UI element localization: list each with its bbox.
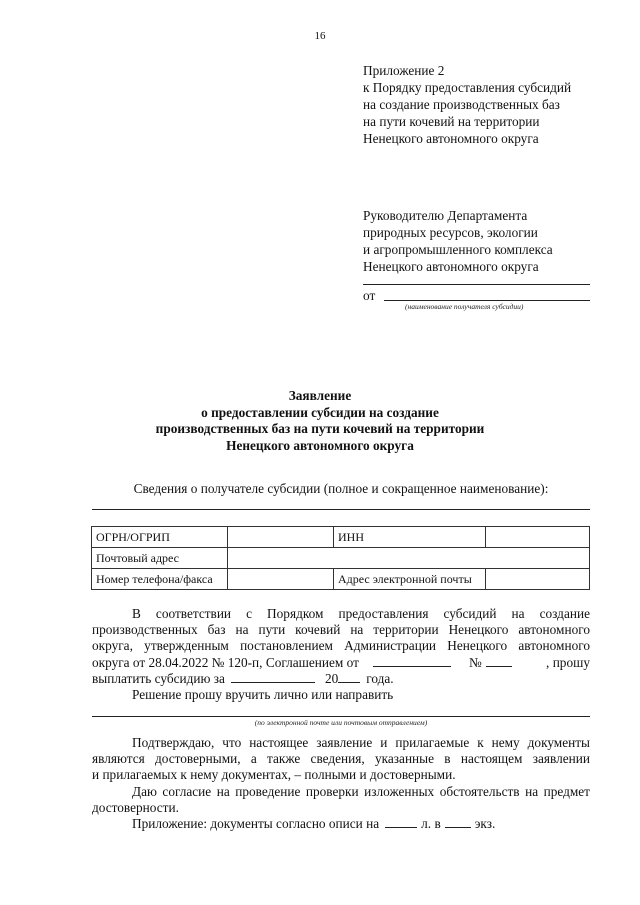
address-label: Почтовый адрес: [92, 548, 228, 569]
text-line: года.: [366, 670, 394, 686]
email-value[interactable]: [486, 569, 590, 590]
copies-count-field[interactable]: [445, 816, 471, 828]
text-line: Даю согласие на проведение проверки изложенных обстоятельств на предмет: [132, 783, 590, 799]
text-line: Подтверждаю, что настоящее заявление и прилагаемые к нему документы: [132, 735, 590, 750]
page-number: 16: [314, 30, 326, 42]
text-line: округа, утвержденным постановлением Администрации Ненецкого автономного: [92, 638, 590, 654]
text-line: являются достоверными, а также сведения, указанные в настоящем заявлении: [92, 751, 590, 767]
sheets-label: л. в: [421, 816, 441, 832]
copies-label: экз.: [474, 816, 496, 832]
recipient-caption: (наименование получателя субсидии): [405, 302, 524, 311]
phone-value[interactable]: [228, 569, 334, 590]
email-label: Адрес электронной почты: [334, 569, 486, 590]
appendix-line: к Порядку предоставления субсидий: [363, 80, 572, 95]
agreement-date-field[interactable]: [373, 655, 451, 667]
phone-label: Номер телефона/факса: [92, 569, 228, 590]
text-line: , прошу: [546, 654, 590, 670]
paragraph-confirmation: [92, 735, 590, 832]
inn-label: ИНН: [334, 527, 486, 548]
appendix-line: Ненецкого автономного округа: [363, 131, 539, 146]
addressee-block: [363, 207, 553, 275]
text-line: выплатить субсидию за: [92, 670, 225, 686]
number-sign: №: [468, 654, 482, 670]
text-line: и прилагаемых к нему документах, – полными и достоверными.: [92, 767, 456, 783]
addressee-line: Руководителю Департамента: [363, 208, 528, 223]
text-line: производственных баз на пути кочевий на территории Ненецкого автономного: [92, 622, 590, 638]
inn-value[interactable]: [486, 527, 590, 548]
recipient-name-line[interactable]: [92, 509, 590, 510]
addressee-line: природных ресурсов, экологии: [363, 225, 538, 240]
addressee-blank-line[interactable]: [363, 284, 590, 285]
recipient-info-label: Сведения о получателе субсидии (полное и сокращенное наименование):: [133, 481, 549, 496]
title-line: производственных баз на пути кочевий на территории: [155, 421, 485, 436]
title-line: Ненецкого автономного округа: [226, 437, 414, 453]
addressee-line: и агропромышленного комплекса: [363, 242, 553, 257]
title-line: о предоставлении субсидии на создание: [201, 404, 439, 420]
year-prefix: 20: [324, 670, 339, 686]
appendix-line: Приложение 2: [363, 63, 445, 78]
document-title: [60, 388, 580, 454]
address-value[interactable]: [228, 548, 590, 569]
sheets-count-field[interactable]: [385, 816, 417, 828]
from-label: от: [363, 288, 376, 303]
ogrn-label: ОГРН/ОГРИП: [92, 527, 228, 548]
attachment-text: Приложение: документы согласно описи на: [132, 816, 380, 832]
delivery-caption: (по электронной почте или почтовым отправлением): [254, 718, 428, 727]
paragraph-request: [92, 606, 590, 703]
text-line: В соответствии с Порядком предоставления субсидий на создание: [132, 606, 590, 621]
ogrn-value[interactable]: [228, 527, 334, 548]
year-field[interactable]: [338, 671, 360, 683]
appendix-header: [363, 62, 571, 147]
subsidy-period-field[interactable]: [231, 671, 315, 683]
appendix-line: на пути кочевий на территории: [363, 114, 540, 129]
text-line: достоверности.: [92, 799, 179, 815]
text-line: округа от 28.04.2022 № 120-п, Соглашением от: [92, 654, 359, 670]
recipient-name-field[interactable]: [384, 300, 590, 301]
agreement-number-field[interactable]: [486, 655, 512, 667]
appendix-line: на создание производственных баз: [363, 97, 560, 112]
title-line: Заявление: [288, 388, 352, 403]
delivery-text: Решение прошу вручить лично или направить: [132, 687, 394, 703]
delivery-method-field[interactable]: [92, 716, 590, 717]
addressee-line: Ненецкого автономного округа: [363, 259, 539, 274]
recipient-info-table: [91, 526, 590, 590]
